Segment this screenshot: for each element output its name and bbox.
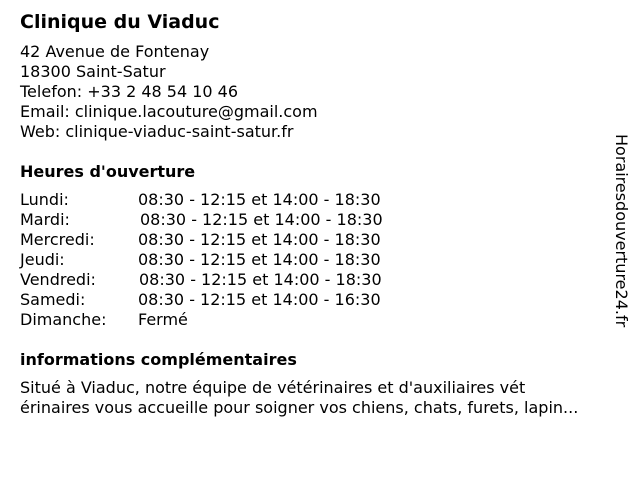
website-url: Web: clinique-viaduc-saint-satur.fr	[20, 122, 294, 141]
day-hours: 08:30 - 12:15 et 14:00 - 18:30	[140, 210, 383, 229]
hours-row-tuesday	[20, 210, 620, 230]
day-hours: 08:30 - 12:15 et 14:00 - 16:30	[138, 290, 381, 309]
info-heading: informations complémentaires	[20, 350, 297, 369]
address-city: 18300 Saint-Satur	[20, 62, 166, 81]
day-label: Samedi:	[20, 290, 86, 309]
business-name: Clinique du Viaduc	[20, 11, 220, 33]
day-hours: 08:30 - 12:15 et 14:00 - 18:30	[138, 250, 381, 269]
phone-number: Telefon: +33 2 48 54 10 46	[20, 82, 239, 101]
info-description	[20, 378, 620, 418]
day-hours: Fermé	[138, 310, 188, 329]
business-card	[20, 10, 620, 418]
hours-row-thursday	[20, 250, 620, 270]
site-watermark: Horairesdouverture24.fr	[612, 134, 631, 328]
info-text-line: Situé à Viaduc, notre équipe de vétérinaires et d'auxiliaires vét	[20, 378, 526, 397]
info-text-line: érinaires vous accueille pour soigner vos chiens, chats, furets, lapin...	[20, 398, 579, 417]
day-label: Mercredi:	[20, 230, 95, 249]
address-street: 42 Avenue de Fontenay	[20, 42, 210, 61]
hours-row-monday	[20, 190, 620, 210]
hours-row-wednesday	[20, 230, 620, 250]
day-label: Jeudi:	[20, 250, 65, 269]
contact-block	[20, 42, 620, 142]
day-label: Dimanche:	[20, 310, 107, 329]
hours-table	[20, 190, 620, 330]
hours-row-sunday	[20, 310, 620, 330]
email-address: Email: clinique.lacouture@gmail.com	[20, 102, 318, 121]
day-label: Mardi:	[20, 210, 70, 229]
day-label: Lundi:	[20, 190, 69, 209]
day-hours: 08:30 - 12:15 et 14:00 - 18:30	[138, 230, 381, 249]
day-hours: 08:30 - 12:15 et 14:00 - 18:30	[138, 190, 381, 209]
hours-heading: Heures d'ouverture	[20, 162, 196, 181]
hours-row-friday	[20, 270, 620, 290]
hours-row-saturday	[20, 290, 620, 310]
day-hours: 08:30 - 12:15 et 14:00 - 18:30	[139, 270, 382, 289]
day-label: Vendredi:	[20, 270, 96, 289]
